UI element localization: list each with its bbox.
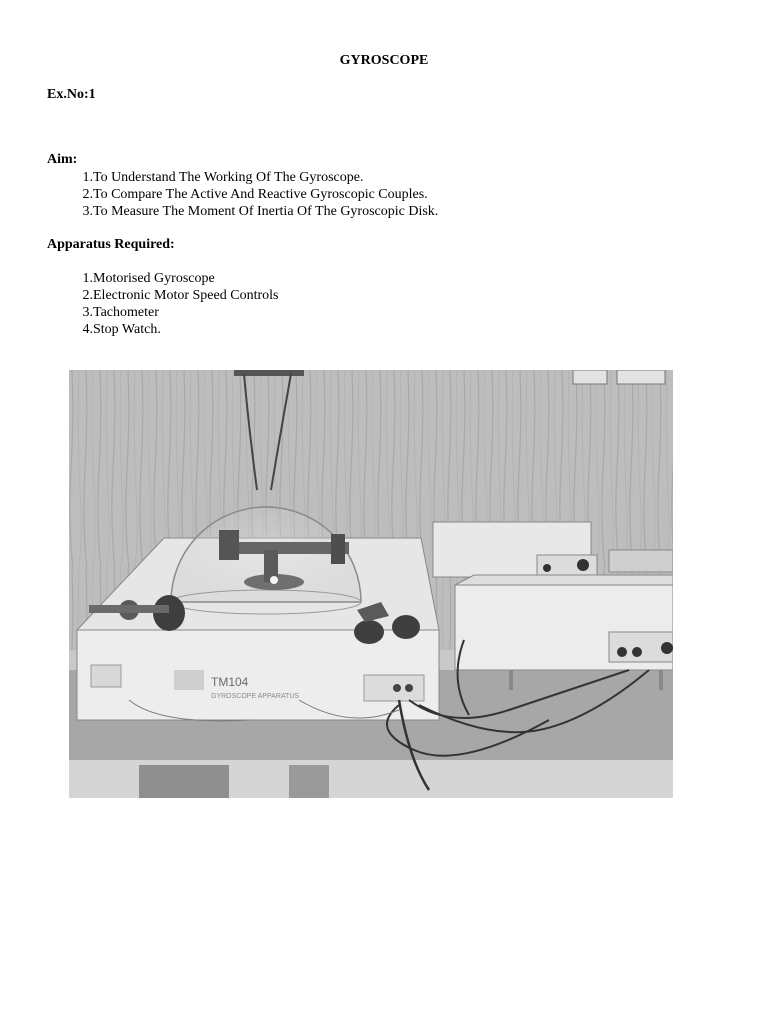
list-item-text: To Measure The Moment Of Inertia Of The Gyroscopic Disk. bbox=[93, 204, 439, 219]
list-item-number: 1. bbox=[82, 170, 93, 185]
experiment-number: Ex.No:1 bbox=[47, 87, 96, 102]
speed-controller-1 bbox=[433, 522, 597, 581]
document-title: GYROSCOPE bbox=[339, 53, 429, 68]
list-item bbox=[47, 304, 278, 321]
list-item-text: To Understand The Working Of The Gyroscope. bbox=[93, 170, 364, 185]
list-item-number: 3. bbox=[82, 305, 93, 320]
list-item-text: Electronic Motor Speed Controls bbox=[93, 288, 279, 303]
model-label: TM104 bbox=[211, 675, 249, 689]
list-item bbox=[47, 203, 438, 220]
list-item-text: Tachometer bbox=[93, 305, 159, 320]
list-item bbox=[47, 270, 278, 287]
list-item-number: 2. bbox=[82, 288, 93, 303]
apparatus-heading: Apparatus Required: bbox=[47, 237, 175, 252]
list-item bbox=[47, 186, 438, 203]
list-item-number: 3. bbox=[82, 204, 93, 219]
gyroscope-apparatus-photo bbox=[69, 370, 673, 798]
photo-illustration bbox=[69, 370, 673, 798]
list-item bbox=[47, 287, 278, 304]
list-item-number: 2. bbox=[82, 187, 93, 202]
list-item-text: Motorised Gyroscope bbox=[93, 271, 215, 286]
list-item-number: 1. bbox=[82, 271, 93, 286]
weight bbox=[392, 615, 420, 639]
list-item-text: To Compare The Active And Reactive Gyroscopic Couples. bbox=[93, 187, 428, 202]
list-item bbox=[47, 321, 278, 338]
list-item-number: 4. bbox=[82, 322, 93, 337]
list-item-text: Stop Watch. bbox=[93, 322, 161, 337]
rotor-disk bbox=[219, 530, 239, 560]
aim-heading: Aim: bbox=[47, 152, 78, 167]
aim-list bbox=[47, 169, 438, 220]
wall-socket bbox=[573, 370, 607, 384]
apparatus-list bbox=[47, 270, 278, 338]
apparatus-label: GYROSCOPE APPARATUS bbox=[211, 693, 300, 700]
list-item bbox=[47, 169, 438, 186]
wall-socket bbox=[617, 370, 665, 384]
weight bbox=[354, 620, 384, 644]
